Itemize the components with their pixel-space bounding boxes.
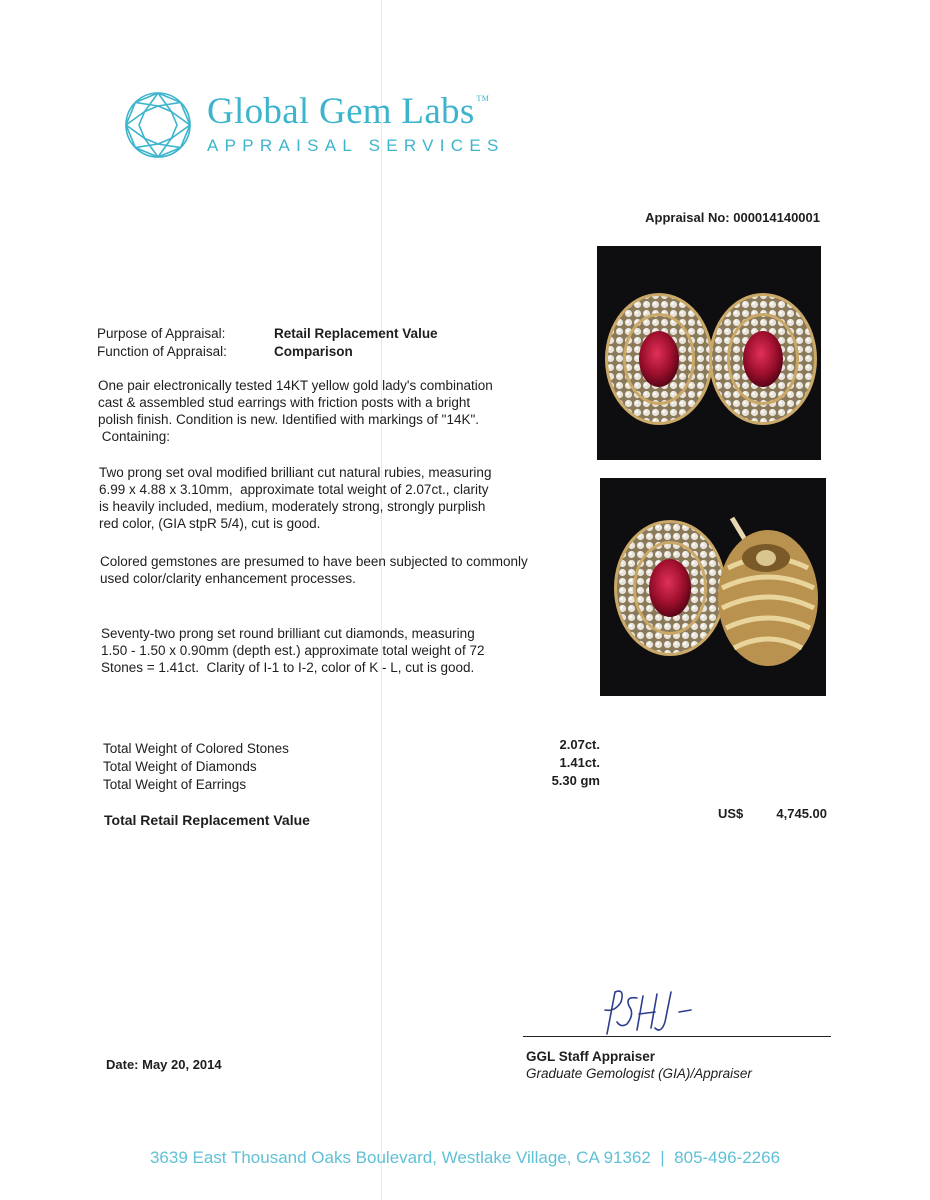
enhancement-paragraph: Colored gemstones are presumed to have been subjected to commonly used color/clarity enhancement processes. [100, 554, 528, 586]
earrings-photo-side [600, 478, 826, 696]
total-diamonds-label: Total Weight of Diamonds [103, 759, 257, 774]
footer-address: 3639 East Thousand Oaks Boulevard, Westlake Village, CA 91362 | 805-496-2266 [149, 1148, 781, 1167]
diamonds-paragraph: Seventy-two prong set round brilliant cut diamonds, measuring 1.50 - 1.50 x 0.90mm (depth est.) approximate total weight of 72 Stones = 1.41ct. Clarity of I-1 to I-2, color of K - L, cut is good. [101, 626, 485, 675]
logo-subtitle: APPRAISAL SERVICES [207, 136, 505, 155]
logo-name: Global Gem Labs ™ [207, 91, 490, 132]
appraisal-number: Appraisal No: 000014140001 [645, 210, 820, 225]
gem-icon [123, 90, 193, 160]
total-retail-label: Total Retail Replacement Value [104, 812, 310, 828]
paper-fold-line [381, 0, 382, 1200]
company-logo [123, 90, 523, 180]
appraiser-name: GGL Staff Appraiser [526, 1049, 656, 1064]
total-colored-stones-label: Total Weight of Colored Stones [103, 741, 289, 756]
total-colored-stones-value: 2.07ct. [559, 737, 600, 752]
signature-line [523, 1036, 831, 1037]
earrings-photo-front [597, 246, 821, 460]
signature-scribble [585, 982, 705, 1040]
purpose-value: Retail Replacement Value [274, 326, 438, 341]
appraiser-title: Graduate Gemologist (GIA)/Appraiser [526, 1066, 752, 1081]
rubies-paragraph: Two prong set oval modified brilliant cut natural rubies, measuring 6.99 x 4.88 x 3.10mm, approximate total weight of 2.07ct., clarity is heavily included, medium, moderately strong, strongly purplish red color, (GIA stpR 5/4), cut is good. [99, 465, 492, 531]
total-diamonds-value: 1.41ct. [559, 755, 600, 770]
appraisal-date: Date: May 20, 2014 [106, 1057, 222, 1072]
function-value: Comparison [274, 344, 353, 359]
currency-label: US$ [718, 806, 744, 821]
total-retail-value: 4,745.00 [776, 806, 827, 821]
total-earrings-value: 5.30 gm [551, 773, 600, 788]
total-earrings-label: Total Weight of Earrings [103, 777, 247, 792]
purpose-label: Purpose of Appraisal: [97, 326, 226, 341]
function-label: Function of Appraisal: [97, 344, 227, 359]
description-paragraph: One pair electronically tested 14KT yellow gold lady's combination cast & assembled stud earrings with friction posts with a bright polish finish. Condition is new. Identified with markings of "14K". Containing: [98, 378, 493, 444]
trademark-mark: TM [476, 94, 490, 103]
